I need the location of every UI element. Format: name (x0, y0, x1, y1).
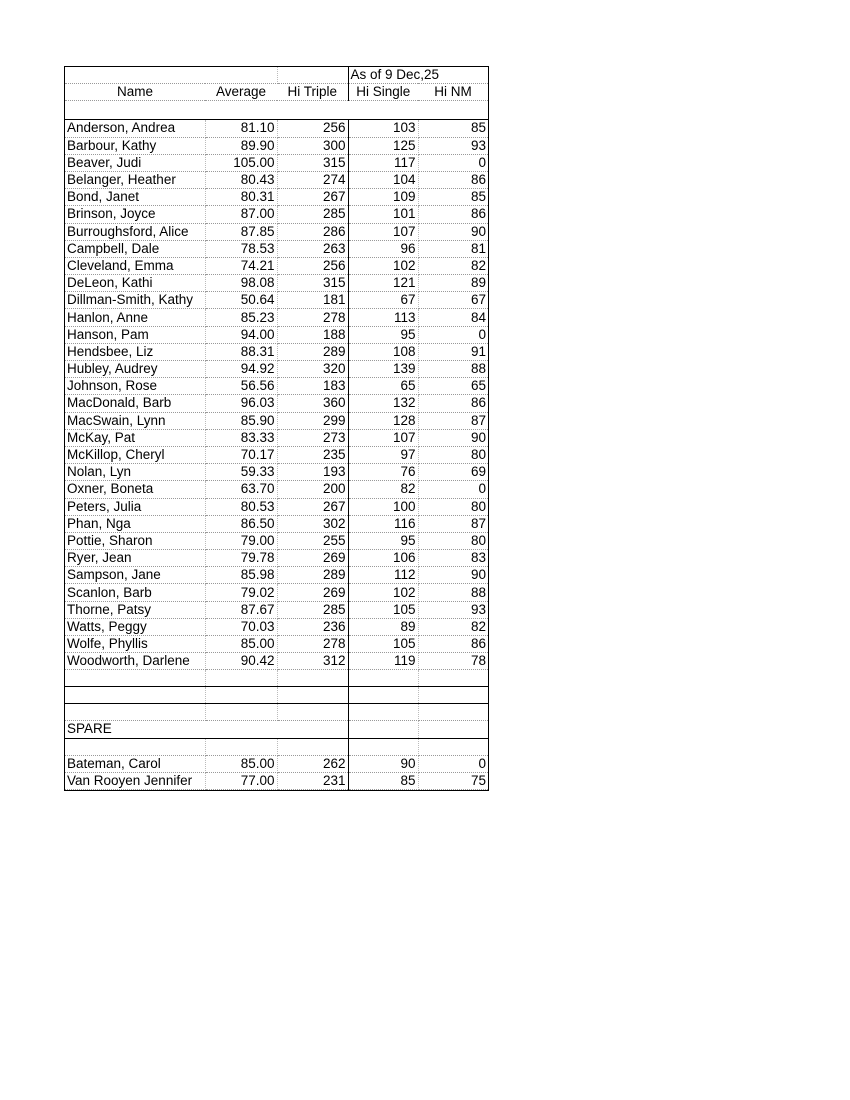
bowler-name: Pottie, Sharon (65, 532, 205, 549)
bowler-average: 78.53 (205, 240, 277, 257)
bowler-hi-triple: 315 (277, 275, 348, 292)
bowling-standings-sheet (64, 66, 489, 791)
bowler-row (65, 636, 488, 653)
bowler-name: Wolfe, Phyllis (65, 636, 205, 653)
bowler-row (65, 137, 488, 154)
bowler-name: Campbell, Dale (65, 240, 205, 257)
bowler-hi-nm: 86 (418, 206, 488, 223)
bowler-hi-single: 95 (348, 326, 418, 343)
bowler-hi-nm: 80 (418, 532, 488, 549)
header-hi-nm: Hi NM (418, 84, 488, 101)
bowler-average: 80.43 (205, 171, 277, 188)
bowler-hi-single: 76 (348, 464, 418, 481)
bowler-hi-single: 85 (348, 772, 418, 789)
bowler-hi-single: 106 (348, 550, 418, 567)
bowler-hi-single: 105 (348, 601, 418, 618)
bowler-hi-nm: 82 (418, 618, 488, 635)
bowler-hi-triple: 255 (277, 532, 348, 549)
bowler-row (65, 326, 488, 343)
header-name: Name (65, 84, 205, 101)
bowler-name: McKillop, Cheryl (65, 446, 205, 463)
bowler-average: 89.90 (205, 137, 277, 154)
bowler-hi-triple: 320 (277, 361, 348, 378)
bowler-row (65, 223, 488, 240)
bowler-hi-triple: 231 (277, 772, 348, 789)
bowler-average: 80.53 (205, 498, 277, 515)
bowler-row (65, 240, 488, 257)
bowler-hi-triple: 188 (277, 326, 348, 343)
bowler-row (65, 464, 488, 481)
as-of-date: As of 9 Dec,25 (348, 67, 488, 84)
bowler-hi-single: 103 (348, 120, 418, 137)
bowler-hi-triple: 181 (277, 292, 348, 309)
bowler-row (65, 257, 488, 274)
bowler-hi-nm: 82 (418, 257, 488, 274)
bowler-hi-nm: 80 (418, 446, 488, 463)
bowler-average: 83.33 (205, 429, 277, 446)
bowler-row (65, 275, 488, 292)
bowler-average: 87.00 (205, 206, 277, 223)
bowler-average: 88.31 (205, 343, 277, 360)
bowler-row (65, 498, 488, 515)
bowler-hi-nm: 86 (418, 171, 488, 188)
bowler-row (65, 481, 488, 498)
bowler-name: Nolan, Lyn (65, 464, 205, 481)
bowler-hi-nm: 86 (418, 636, 488, 653)
bowler-hi-nm: 81 (418, 240, 488, 257)
bowler-hi-nm: 0 (418, 154, 488, 171)
bowler-hi-nm: 67 (418, 292, 488, 309)
bowler-name: Oxner, Boneta (65, 481, 205, 498)
bowler-hi-single: 82 (348, 481, 418, 498)
bowler-hi-single: 97 (348, 446, 418, 463)
bowler-hi-single: 96 (348, 240, 418, 257)
bowler-row (65, 171, 488, 188)
bowler-row (65, 412, 488, 429)
bowler-hi-triple: 263 (277, 240, 348, 257)
bowler-hi-single: 128 (348, 412, 418, 429)
bowler-name: Woodworth, Darlene (65, 653, 205, 670)
bowler-name: Hanson, Pam (65, 326, 205, 343)
header-average: Average (205, 84, 277, 101)
bowler-average: 63.70 (205, 481, 277, 498)
bowler-hi-nm: 88 (418, 361, 488, 378)
bowler-name: Sampson, Jane (65, 567, 205, 584)
bowler-hi-nm: 88 (418, 584, 488, 601)
bowler-name: Scanlon, Barb (65, 584, 205, 601)
bowler-hi-triple: 236 (277, 618, 348, 635)
bowler-average: 96.03 (205, 395, 277, 412)
spare-heading-row (65, 721, 488, 738)
bowler-hi-triple: 285 (277, 601, 348, 618)
bowler-name: MacDonald, Barb (65, 395, 205, 412)
bowler-row (65, 120, 488, 137)
bowler-hi-triple: 300 (277, 137, 348, 154)
bowler-name: DeLeon, Kathi (65, 275, 205, 292)
bowler-average: 85.00 (205, 636, 277, 653)
bowler-hi-single: 117 (348, 154, 418, 171)
bowler-hi-single: 107 (348, 223, 418, 240)
bowler-hi-triple: 278 (277, 309, 348, 326)
bowler-name: Brinson, Joyce (65, 206, 205, 223)
bowler-average: 59.33 (205, 464, 277, 481)
bowler-row (65, 292, 488, 309)
bowler-average: 94.00 (205, 326, 277, 343)
bowler-average: 85.23 (205, 309, 277, 326)
bowler-hi-nm: 84 (418, 309, 488, 326)
bowler-average: 90.42 (205, 653, 277, 670)
bowler-average: 105.00 (205, 154, 277, 171)
bowler-hi-single: 119 (348, 653, 418, 670)
bowler-hi-triple: 267 (277, 189, 348, 206)
bowler-hi-single: 67 (348, 292, 418, 309)
bowler-row (65, 361, 488, 378)
bowler-name: Belanger, Heather (65, 171, 205, 188)
bowler-hi-nm: 83 (418, 550, 488, 567)
bowler-name: Hendsbee, Liz (65, 343, 205, 360)
bowler-hi-triple: 273 (277, 429, 348, 446)
bowler-hi-single: 100 (348, 498, 418, 515)
bowler-hi-single: 116 (348, 515, 418, 532)
bowler-hi-nm: 91 (418, 343, 488, 360)
bowler-average: 77.00 (205, 772, 277, 789)
bowler-hi-single: 102 (348, 257, 418, 274)
bowler-average: 81.10 (205, 120, 277, 137)
bowler-row (65, 584, 488, 601)
bowler-name: Thorne, Patsy (65, 601, 205, 618)
bowler-hi-triple: 269 (277, 550, 348, 567)
blank-row (65, 704, 488, 721)
bowler-row (65, 601, 488, 618)
bowler-hi-triple: 235 (277, 446, 348, 463)
header-hi-single: Hi Single (348, 84, 418, 101)
bowler-row (65, 378, 488, 395)
bowler-name: McKay, Pat (65, 429, 205, 446)
bowler-hi-triple: 193 (277, 464, 348, 481)
bowler-hi-single: 109 (348, 189, 418, 206)
bowler-row (65, 343, 488, 360)
bowler-row (65, 618, 488, 635)
bowler-name: Watts, Peggy (65, 618, 205, 635)
bowler-hi-nm: 93 (418, 601, 488, 618)
bowler-hi-triple: 285 (277, 206, 348, 223)
bowler-hi-nm: 69 (418, 464, 488, 481)
bowler-name: Hanlon, Anne (65, 309, 205, 326)
bowler-average: 87.67 (205, 601, 277, 618)
bowler-hi-single: 113 (348, 309, 418, 326)
bowler-row (65, 446, 488, 463)
bowler-hi-triple: 183 (277, 378, 348, 395)
bowler-hi-nm: 90 (418, 567, 488, 584)
standings-table (65, 67, 488, 790)
bowler-hi-single: 105 (348, 636, 418, 653)
bowler-hi-triple: 200 (277, 481, 348, 498)
bowler-row (65, 653, 488, 670)
bowler-name: Phan, Nga (65, 515, 205, 532)
blank-row (65, 738, 488, 755)
bowler-row (65, 189, 488, 206)
bowler-hi-nm: 85 (418, 120, 488, 137)
header-hi-triple: Hi Triple (277, 84, 348, 101)
bowler-hi-triple: 360 (277, 395, 348, 412)
bowler-hi-nm: 86 (418, 395, 488, 412)
bowler-average: 85.98 (205, 567, 277, 584)
bowler-average: 79.78 (205, 550, 277, 567)
header-spacer-row (65, 101, 488, 120)
bowler-hi-nm: 89 (418, 275, 488, 292)
bowler-hi-single: 95 (348, 532, 418, 549)
blank-row (65, 687, 488, 704)
bowler-name: Bond, Janet (65, 189, 205, 206)
bowler-average: 85.90 (205, 412, 277, 429)
bowler-row (65, 550, 488, 567)
bowler-name: Beaver, Judi (65, 154, 205, 171)
bowler-hi-triple: 274 (277, 171, 348, 188)
bowler-name: Cleveland, Emma (65, 257, 205, 274)
bowler-hi-single: 102 (348, 584, 418, 601)
bowler-hi-triple: 312 (277, 653, 348, 670)
bowler-hi-single: 139 (348, 361, 418, 378)
bowler-average: 86.50 (205, 515, 277, 532)
bowler-hi-triple: 256 (277, 120, 348, 137)
bowler-hi-triple: 278 (277, 636, 348, 653)
spare-label: SPARE (65, 721, 348, 738)
bowler-name: Barbour, Kathy (65, 137, 205, 154)
bowler-hi-single: 112 (348, 567, 418, 584)
bowler-hi-nm: 0 (418, 755, 488, 772)
bowler-hi-nm: 65 (418, 378, 488, 395)
bowler-hi-nm: 85 (418, 189, 488, 206)
bowler-hi-triple: 267 (277, 498, 348, 515)
bowler-hi-nm: 75 (418, 772, 488, 789)
bowler-hi-single: 65 (348, 378, 418, 395)
bowler-hi-nm: 78 (418, 653, 488, 670)
bowler-row (65, 395, 488, 412)
bowler-name: Johnson, Rose (65, 378, 205, 395)
bowler-hi-triple: 256 (277, 257, 348, 274)
bowler-average: 70.03 (205, 618, 277, 635)
bowler-hi-nm: 87 (418, 412, 488, 429)
bowler-row (65, 532, 488, 549)
spare-bowler-row (65, 772, 488, 789)
bowler-hi-triple: 315 (277, 154, 348, 171)
bowler-hi-nm: 0 (418, 326, 488, 343)
spare-bowler-row (65, 755, 488, 772)
bowler-average: 85.00 (205, 755, 277, 772)
bowler-hi-single: 90 (348, 755, 418, 772)
bowler-hi-single: 125 (348, 137, 418, 154)
bowler-average: 56.56 (205, 378, 277, 395)
bowler-name: Dillman-Smith, Kathy (65, 292, 205, 309)
bowler-hi-triple: 289 (277, 343, 348, 360)
bowler-hi-triple: 269 (277, 584, 348, 601)
bowler-name: Hubley, Audrey (65, 361, 205, 378)
bowler-average: 98.08 (205, 275, 277, 292)
bowler-hi-triple: 289 (277, 567, 348, 584)
bowler-name: Burroughsford, Alice (65, 223, 205, 240)
bowler-hi-single: 132 (348, 395, 418, 412)
bowler-hi-single: 108 (348, 343, 418, 360)
bowler-average: 87.85 (205, 223, 277, 240)
as-of-row (65, 67, 488, 84)
blank-row (65, 670, 488, 687)
bowler-average: 94.92 (205, 361, 277, 378)
bowler-name: Anderson, Andrea (65, 120, 205, 137)
bowler-hi-triple: 262 (277, 755, 348, 772)
bowler-hi-nm: 90 (418, 429, 488, 446)
bowler-average: 50.64 (205, 292, 277, 309)
bowler-row (65, 206, 488, 223)
bowler-hi-single: 101 (348, 206, 418, 223)
bowler-average: 79.02 (205, 584, 277, 601)
bowler-hi-single: 107 (348, 429, 418, 446)
bowler-row (65, 567, 488, 584)
bowler-name: Ryer, Jean (65, 550, 205, 567)
bowler-row (65, 309, 488, 326)
bowler-hi-triple: 299 (277, 412, 348, 429)
bowler-average: 74.21 (205, 257, 277, 274)
bowler-average: 79.00 (205, 532, 277, 549)
bowler-average: 80.31 (205, 189, 277, 206)
bowler-row (65, 429, 488, 446)
bowler-hi-nm: 80 (418, 498, 488, 515)
bowler-row (65, 154, 488, 171)
bowler-hi-nm: 90 (418, 223, 488, 240)
bowler-name: Van Rooyen Jennifer (65, 772, 205, 789)
bowler-name: Peters, Julia (65, 498, 205, 515)
bowler-hi-nm: 93 (418, 137, 488, 154)
bowler-hi-nm: 87 (418, 515, 488, 532)
bowler-hi-triple: 286 (277, 223, 348, 240)
bowler-hi-single: 89 (348, 618, 418, 635)
bowler-hi-nm: 0 (418, 481, 488, 498)
bowler-row (65, 515, 488, 532)
column-header-row (65, 84, 488, 101)
bowler-name: MacSwain, Lynn (65, 412, 205, 429)
bowler-name: Bateman, Carol (65, 755, 205, 772)
bowler-average: 70.17 (205, 446, 277, 463)
bowler-hi-single: 104 (348, 171, 418, 188)
bowler-hi-triple: 302 (277, 515, 348, 532)
bowler-hi-single: 121 (348, 275, 418, 292)
